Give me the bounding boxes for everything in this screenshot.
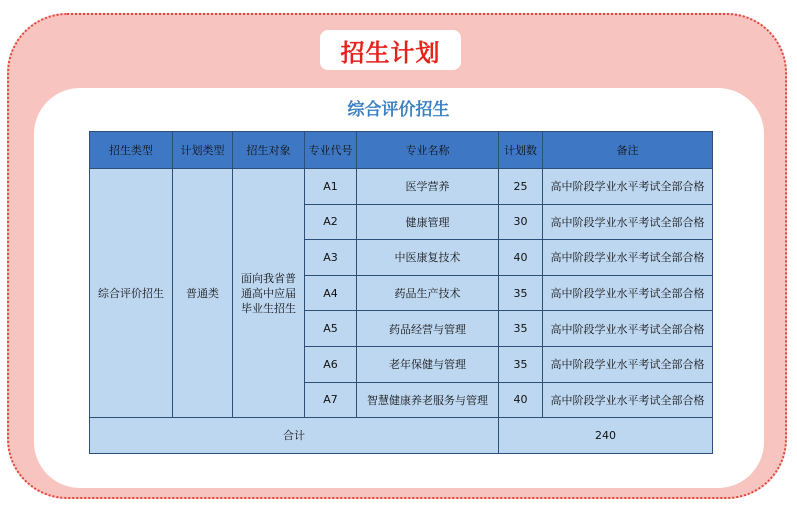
note: 高中阶段学业水平考试全部合格	[543, 382, 713, 418]
page-title: 招生计划	[320, 30, 461, 70]
major-name: 中医康复技术	[357, 240, 499, 276]
note: 高中阶段学业水平考试全部合格	[543, 311, 713, 347]
enrollment-plan-table	[89, 131, 713, 454]
total-value: 240	[499, 418, 713, 454]
major-name: 智慧健康养老服务与管理	[357, 382, 499, 418]
major-name: 健康管理	[357, 204, 499, 240]
header-enroll-type: 招生类型	[90, 132, 173, 169]
major-name: 药品经营与管理	[357, 311, 499, 347]
header-target: 招生对象	[233, 132, 305, 169]
plan-type-cell: 普通类	[173, 169, 233, 418]
note: 高中阶段学业水平考试全部合格	[543, 346, 713, 382]
major-name: 医学营养	[357, 169, 499, 205]
note: 高中阶段学业水平考试全部合格	[543, 275, 713, 311]
major-code: A5	[305, 311, 357, 347]
plan-count: 40	[499, 382, 543, 418]
plan-count: 35	[499, 346, 543, 382]
total-row	[90, 418, 713, 454]
major-code: A4	[305, 275, 357, 311]
note: 高中阶段学业水平考试全部合格	[543, 204, 713, 240]
major-name: 药品生产技术	[357, 275, 499, 311]
plan-count: 40	[499, 240, 543, 276]
major-name: 老年保健与管理	[357, 346, 499, 382]
major-code: A7	[305, 382, 357, 418]
header-plan-count: 计划数	[499, 132, 543, 169]
major-code: A1	[305, 169, 357, 205]
plan-count: 30	[499, 204, 543, 240]
plan-count: 35	[499, 275, 543, 311]
target-cell	[233, 169, 305, 418]
note: 高中阶段学业水平考试全部合格	[543, 240, 713, 276]
note: 高中阶段学业水平考试全部合格	[543, 169, 713, 205]
target-text: 面向我省普通高中应届毕业生招生	[241, 271, 296, 315]
major-code: A3	[305, 240, 357, 276]
header-major-name: 专业名称	[357, 132, 499, 169]
header-plan-type: 计划类型	[173, 132, 233, 169]
header-note: 备注	[543, 132, 713, 169]
enroll-type-cell: 综合评价招生	[90, 169, 173, 418]
section-subtitle: 综合评价招生	[347, 100, 450, 120]
major-code: A2	[305, 204, 357, 240]
total-label: 合计	[90, 418, 499, 454]
plan-count: 35	[499, 311, 543, 347]
header-major-code: 专业代号	[305, 132, 357, 169]
plan-count: 25	[499, 169, 543, 205]
table-row	[90, 169, 713, 205]
table-header-row	[90, 132, 713, 169]
major-code: A6	[305, 346, 357, 382]
